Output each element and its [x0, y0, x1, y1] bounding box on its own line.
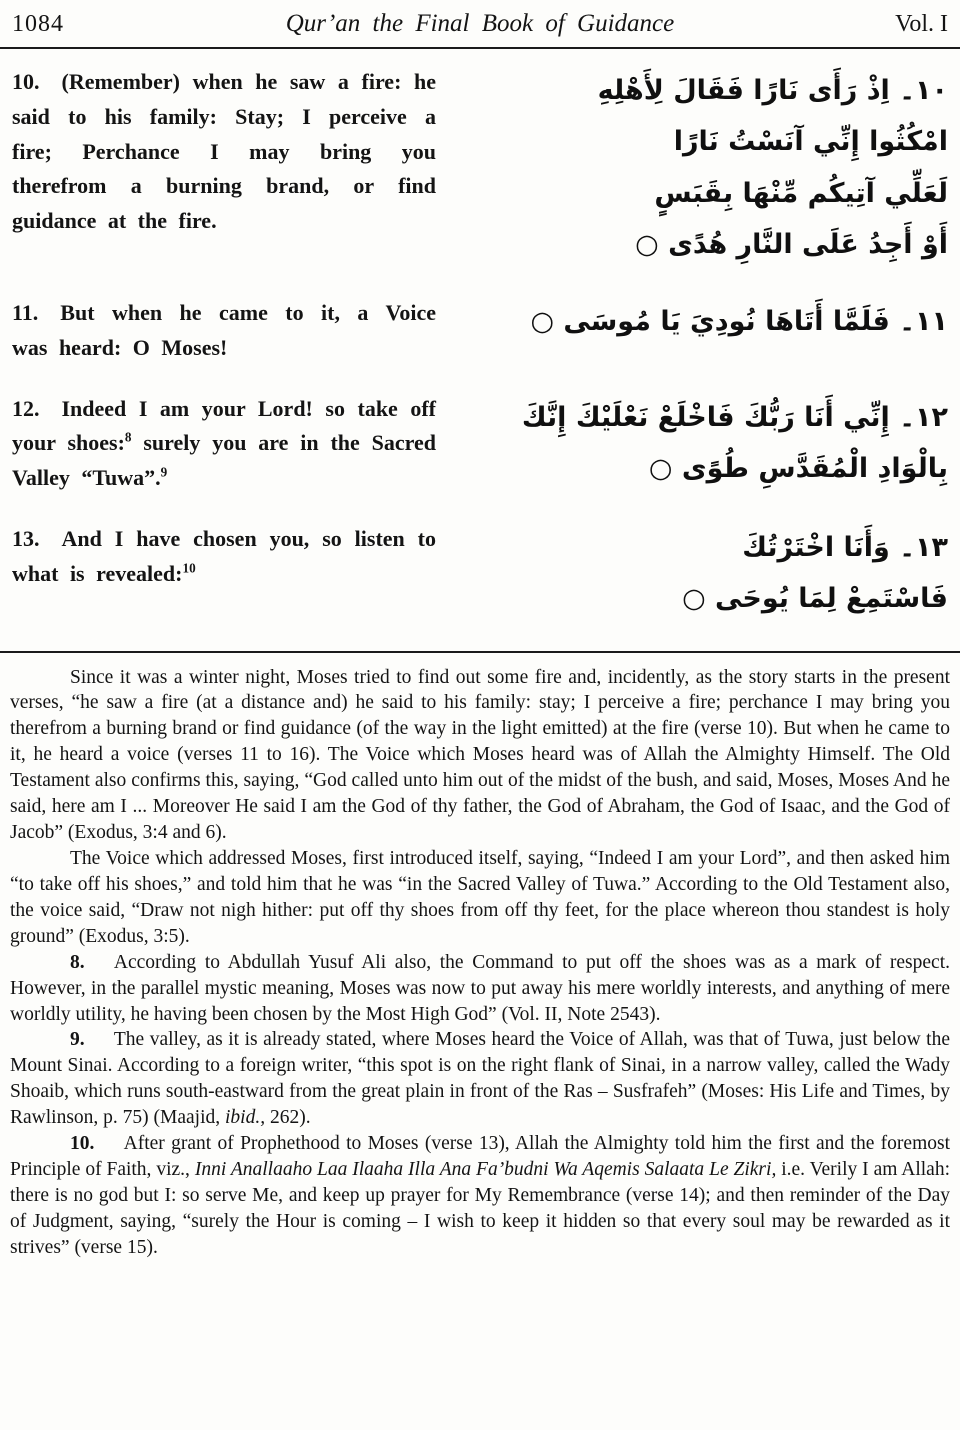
arabic-line: لَعَلِّي آتِيكُم مِّنْهَا بِقَبَسٍ [654, 177, 948, 209]
book-title: Qur’an the Final Book of Guidance [285, 10, 675, 37]
verse-11-arabic [454, 296, 948, 347]
verses-section [10, 49, 950, 625]
arabic-line: ١٠۔ اِذْ رَأَى نَارًا فَقَالَ لِأَهْلِهِ [597, 75, 948, 106]
arabic-line: ١١۔ فَلَمَّا أَتَاهَا نُودِيَ يَا مُوسَى ○ [530, 306, 948, 338]
page-header [0, 4, 960, 49]
verse-row-13 [12, 522, 948, 625]
arabic-line: فَاسْتَمِعْ لِمَا يُوحَى ○ [682, 583, 948, 615]
verse-11-english: 11. But when he came to it, a Voice was heard: O Moses! [12, 300, 436, 360]
footnote-10-paragraph: 10. After grant of Prophethood to Moses (verse 13), Allah the Almighty told him the first and the foremost Principle of Faith, viz., Inni Anallaaho Laa Ilaaha Illa Ana Fa’budni Wa Aqemis Salaata Le Zikri, i.e. Verily I am Allah: there is no god but I: so serve Me, and keep up prayer for My Remembrance (verse 14); and then reminder of the Day of Judgment, saying, “surely the Hour is coming – I wish to keep it hidden so that every soul may be rewarded as it strives” (verse 15). [10, 1133, 950, 1258]
page-number: 1084 [12, 11, 64, 37]
commentary-paragraph-1: Since it was a winter night, Moses tried to find out some fire and, incidently, as the story starts in the present verses, “he saw a fire (at a distance and) he said to his family: stay; I perceive a fire; perchance I may bring you therefrom a burning brand or find guidance (of the way in the light emitted) at the fire (verse 10). But when he came to it, he heard a voice (verses 11 to 16). The Voice which Moses heard was of Allah the Almighty Himself. The Old Testament also confirms this, saying, “God called unto him out of the midst of the bush, and said, Moses, Moses And he said, here am I ... Moreover He said I am the God of thy father, the God of Abraham, the God of Isaac, and the God of Jacob” (Exodus, 3:4 and 6). [10, 666, 950, 844]
verse-10-english: 10. (Remember) when he saw a fire: he said to his family: Stay; I perceive a fire; Perchance I may bring you therefrom a burning brand, or find guidance at the fire. [12, 69, 436, 233]
verse-13-english: 13. And I have chosen you, so listen to what is revealed:$^{10}$ [12, 525, 436, 586]
verse-13-arabic [454, 522, 948, 625]
verse-10-arabic [454, 65, 948, 270]
commentary-paragraph-2: The Voice which addressed Moses, first introduced itself, saying, “Indeed I am your Lord”, and then asked him “to take off his shoes,” and told him that he was “in the Sacred Valley of Tuwa.” According to the Old Testament also, the voice said, “Draw not nigh hither: put off thy shoes from off thy feet, for the place whereon thou standest is holy ground” (Exodus, 3:5). [10, 847, 950, 947]
verse-row-11 [12, 296, 948, 366]
arabic-line: ١٣۔ وَأَنَا اخْتَرْتُكَ [742, 531, 948, 563]
footnote-8-paragraph: 8. According to Abdullah Yusuf Ali also, the Command to put off the shoes was as a mark of respect. However, in the parallel mystic meaning, Moses was now to put away his mere worldly interests, and anything of mere worldly utility, he having been chosen by the Most High God” (Vol. II, Note 2543). [10, 951, 950, 1025]
arabic-line: امْكُثُوا إِنِّي آنَسْتُ نَارًا [673, 126, 948, 158]
commentary-section [10, 653, 950, 1261]
verse-row-12 [12, 392, 948, 496]
arabic-line: بِالْوَادِ الْمُقَدَّسِ طُوًى ○ [648, 452, 948, 484]
arabic-line: ١٢۔ إِنِّي أَنَا رَبُّكَ فَاخْلَعْ نَعْلَيْكَ إِنَّكَ [521, 401, 948, 433]
footnote-9-paragraph: 9. The valley, as it is already stated, where Moses heard the Voice of Allah, was that of Tuwa, just below the Mount Sinai. According to a foreign writer, “this spot is on the right flank of Sinai, in a narrow valley, called the Wady Shoaib, which runs south-eastward from the great plain in front of the Ras – Susfrafeh” (Moses: His Life and Times, by Rawlinson, p. 75) (Maajid, ibid., 262). [10, 1029, 950, 1129]
verse-12-arabic [454, 392, 948, 495]
verse-row-10 [12, 65, 948, 270]
arabic-line: أَوْ أَجِدُ عَلَى النَّارِ هُدًى ○ [635, 228, 948, 260]
volume-label: Vol. I [895, 11, 948, 37]
verse-12-english: 12. Indeed I am your Lord! so take off your shoes:$^8$ surely you are in the Sacred Valley “Tuwa”.$^9$ [12, 395, 436, 491]
